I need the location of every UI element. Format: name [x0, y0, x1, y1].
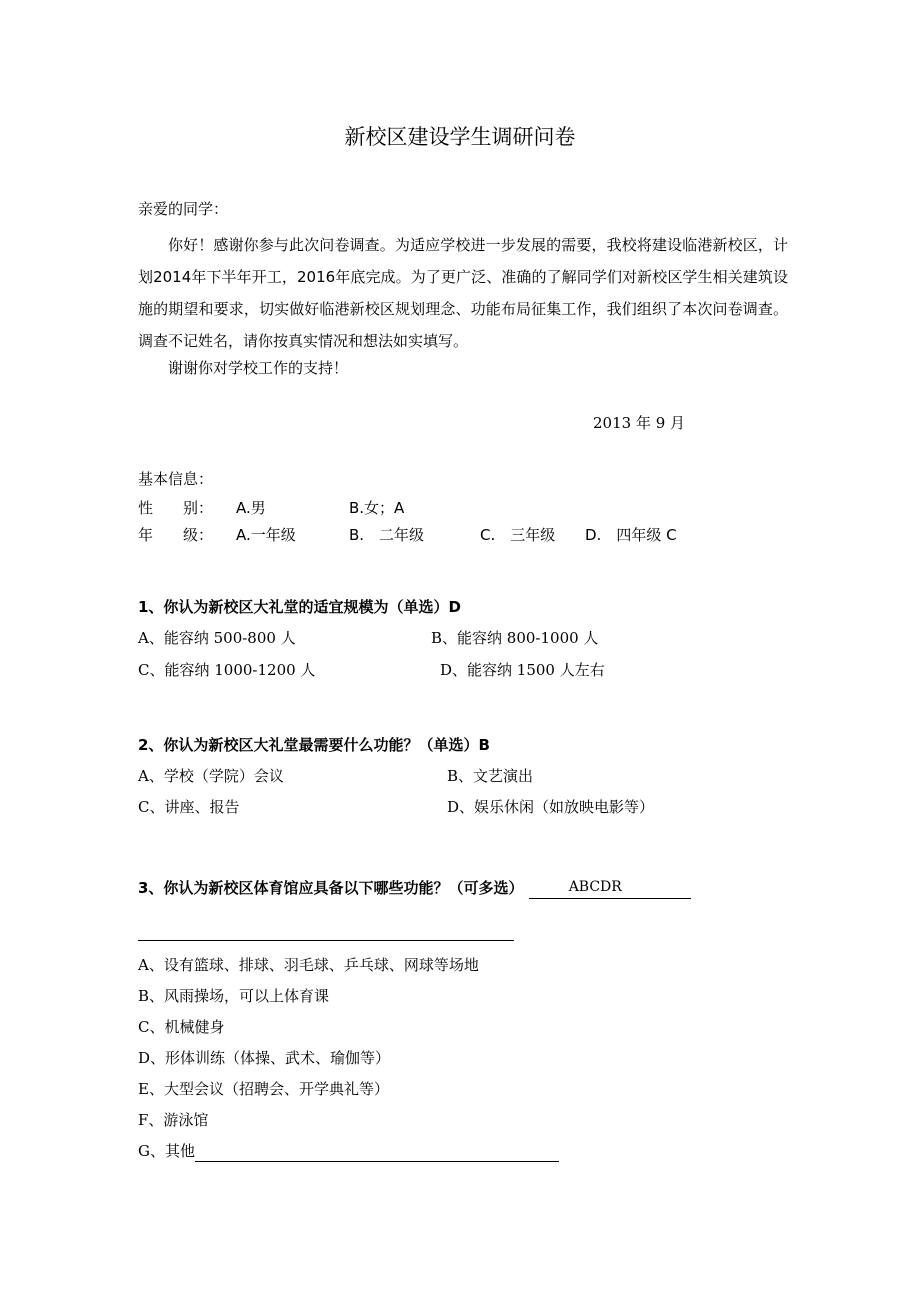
q3-option-a: A、设有篮球、排球、羽毛球、乒乓球、网球等场地 — [138, 956, 479, 974]
grade-option-a: A.一年级 — [236, 526, 296, 544]
q3-option-b: B、风雨操场，可以上体育课 — [138, 987, 330, 1005]
q2-option-a: A、学校（学院）会议 — [138, 767, 284, 785]
q2-option-d: D、娱乐休闲（如放映电影等） — [447, 798, 655, 816]
q1-option-c: C、能容纳 1000-1200 人 — [138, 661, 316, 679]
q1-option-a: A、能容纳 500-800 人 — [138, 629, 296, 647]
q1-option-d: D、能容纳 1500 人左右 — [440, 661, 605, 679]
thanks-line: 谢谢你对学校工作的支持！ — [168, 359, 349, 377]
grade-option-b: B. 二年级 — [349, 526, 425, 544]
basic-info-heading: 基本信息： — [138, 470, 214, 488]
q3-option-g-row — [138, 1140, 559, 1162]
survey-date: 2013 年 9 月 — [593, 414, 686, 432]
grade-option-d: D. 四年级 C — [585, 526, 677, 544]
q3-option-c: C、机械健身 — [138, 1018, 225, 1036]
grade-label: 年 级： — [138, 526, 214, 544]
q2-option-c: C、讲座、报告 — [138, 798, 240, 816]
q3-other-blank — [195, 1144, 559, 1162]
greeting: 亲爱的同学： — [138, 200, 229, 218]
q2-option-b: B、文艺演出 — [447, 767, 534, 785]
gender-option-b: B.女；A — [349, 499, 405, 517]
q3-answer: ABCDR — [568, 879, 622, 895]
q3-question: 3、你认为新校区体育馆应具备以下哪些功能？（可多选） — [138, 879, 524, 897]
q1-option-b: B、能容纳 800-1000 人 — [431, 629, 599, 647]
q3-option-f: F、游泳馆 — [138, 1111, 209, 1129]
q3-answer-continuation-line — [138, 940, 514, 941]
q3-option-g: G、其他 — [138, 1142, 195, 1160]
q1-question: 1、你认为新校区大礼堂的适宜规模为（单选）D — [138, 598, 461, 616]
gender-option-a: A.男 — [236, 499, 266, 517]
page-title: 新校区建设学生调研问卷 — [344, 125, 576, 149]
q2-question: 2、你认为新校区大礼堂最需要什么功能？（单选）B — [138, 736, 490, 754]
intro-paragraph: 你好！感谢你参与此次问卷调查。为适应学校进一步发展的需要，我校将建设临港新校区，计划2014年下半年开工，2016年底完成。为了更广泛、准确的了解同学们对新校区学生相关建筑设施的期望和要求，切实做好临港新校区规划理念、功能布局征集工作，我们组织了本次问卷调查。调查不记姓名，请你按真实情况和想法如实填写。 — [138, 236, 788, 350]
q3-option-d: D、形体训练（体操、武术、瑜伽等） — [138, 1049, 391, 1067]
q3-answer-blank — [529, 880, 691, 899]
q3-question-row — [138, 877, 691, 899]
gender-label: 性 别： — [138, 499, 214, 517]
q3-option-e: E、大型会议（招聘会、开学典礼等） — [138, 1080, 389, 1098]
grade-option-c: C. 三年级 — [480, 526, 556, 544]
